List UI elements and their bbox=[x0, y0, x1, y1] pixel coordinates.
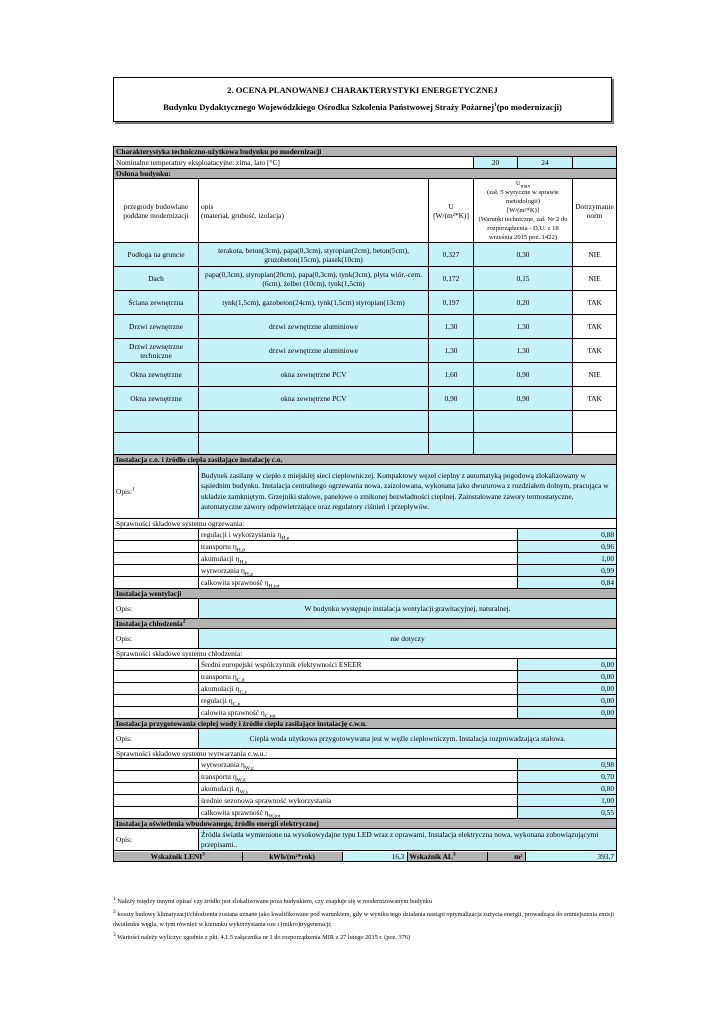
heating-eff-row: transportu $\eta_{H,d}$ 0,96 bbox=[114, 541, 617, 553]
temp-winter: 20 bbox=[474, 157, 518, 169]
envelope-row: Ściana zewnętrzna tynk(1,5cm), gazobeton(24cm), tynk(1,5cm) styropian(13cm) 0,197 0,20 TAK bbox=[114, 291, 617, 315]
temp-label: Nominalne temperatury eksploatacyjne: zima, lato [°C] bbox=[114, 157, 474, 169]
heating-eff-row: całkowita sprawność $\eta_{H,tot}$ 0,84 bbox=[114, 577, 617, 589]
ventilation-opis-label: Opis: bbox=[114, 599, 199, 619]
envelope-row: Drzwi zewnętrzne techniczne drzwi zewnętrzne aluminiowe 1,30 1,30 TAK bbox=[114, 339, 617, 363]
leni-label: Wskaźnik LENI$^3$ bbox=[114, 852, 242, 861]
envelope-header: Osłona budynku: bbox=[114, 169, 617, 179]
hot-water-opis-label: Opis: bbox=[114, 729, 199, 749]
lighting-description: Źródła światła wymienione na wysokowydajne typu LED wraz z oprawami. Instalacja elektryczna nowa, wykonana zobowiązującymi przepisami.. bbox=[199, 829, 617, 851]
footnote: $^1$ Należy między innymi opisać czy źródło jest zlokalizowane poza budynkiem, czy znajduje się w modernizowanym budynku bbox=[113, 895, 433, 905]
envelope-row: Podłoga na gruncie terakota, beton(3cm), papa(0,3cm), styropian(2cm), beton(5cm), gruzobeton(15cm), piasek(10cm) 0,327 0,30 NIE bbox=[114, 243, 617, 267]
envelope-row-empty bbox=[114, 433, 617, 455]
report-title-box bbox=[113, 77, 612, 122]
col-u: U [W/(m²*K)] bbox=[429, 179, 474, 243]
col-desc: opis (materiał, grubość, izolacja) bbox=[199, 179, 429, 243]
report-title: 2. OCENA PLANOWANEJ CHARAKTERYSTYKI ENERGETYCZNEJ bbox=[227, 85, 498, 95]
cooling-opis-label: Opis: bbox=[114, 629, 199, 649]
col-umax: $U_{max}$ (zał. 5 wytyczne w sprawie metodologii) [W/(m²*K)] (Warunki techniczne, zał. Nr 2 do rozporządzenia - D.U. z 18 września 2015 poz. 1422) bbox=[474, 179, 573, 243]
cooling-header: Instalacja chłodzenia$^2$ bbox=[114, 619, 617, 629]
envelope-row-empty bbox=[114, 411, 617, 433]
cooling-eff-header: Sprawności składowe systemu chłodzenia: bbox=[114, 649, 617, 659]
ventilation-header: Instalacja wentylacji bbox=[114, 589, 617, 599]
heating-opis-label: Opis:$^1$ bbox=[114, 465, 199, 519]
hot-water-description: Ciepła woda użytkowa przygotowywana jest w węźle ciepłowniczym. Instalacja rozprowadzająca stalowa. bbox=[199, 729, 617, 749]
heating-eff-row: regulacji i wykorzystania $\eta_{H,e}$ 0,88 bbox=[114, 529, 617, 541]
heating-eff-row: wytworzania $\eta_{H,g}$ 0,99 bbox=[114, 565, 617, 577]
lighting-indicators-row bbox=[114, 851, 617, 862]
cooling-eff-row: regulacji $\eta_{C,e}$ 0,00 bbox=[114, 695, 617, 707]
hot-water-eff-row: całkowita sprawność $\eta_{W,tot}$ 0,55 bbox=[114, 807, 617, 819]
temp-summer: 24 bbox=[518, 157, 573, 169]
envelope-row: Dach papa(0,3cm), styropian(20cm), papa(0,3cm), tynk(3cm), płyta wiór.-cem.(6cm), żelbet (10cm), tynk(1,5cm) 0,172 0,15 NIE bbox=[114, 267, 617, 291]
hot-water-eff-row: wytworzania $\eta_{W,g}$ 0,98 bbox=[114, 759, 617, 771]
energy-characteristics-table bbox=[113, 146, 617, 862]
cooling-eff-row: całowita sprawność $\eta_{C,tot}$ 0,00 bbox=[114, 707, 617, 719]
al-label: Wskaźnik $AL^3$ bbox=[407, 852, 487, 861]
envelope-row: Drzwi zewnętrzne drzwi zewnętrzne aluminiowe 1,30 1,30 TAK bbox=[114, 315, 617, 339]
hot-water-eff-row: transportu $\eta_{W,d}$ 0,70 bbox=[114, 771, 617, 783]
envelope-row: Okna zewnętrzne okna zewnętrzne PCV 0,90 0,90 TAK bbox=[114, 387, 617, 411]
leni-unit: kWh/(m²*rok) bbox=[242, 852, 342, 861]
al-value: 393,7 bbox=[525, 852, 616, 861]
lighting-header: Instalacja oświetlenia wbudowanego, źródło energii elektrycznej bbox=[114, 819, 617, 829]
cooling-eff-row: akumulacji $\eta_{C,s}$ 0,00 bbox=[114, 683, 617, 695]
heating-description: Budynek zasilany w ciepło z miejskiej sieci ciepłowniczej. Kompaktowy węzeł cieplny z automatyką pogodową zlokalizowany w sąsiednim budynku. Instalacja centralnego ogrzewania nowa, zaizolowana, wykonana jako dwururowa z rozdziałem dolnym, pracująca w układzie zamkniętym. Grzejniki stalowe, panelowe o zmikonej bezwładności cieplnej. Zainstalowane zawory termostatyczne, automatyczne zawory odpowietrzające oraz regulatory ciśnień i przepływów. bbox=[199, 465, 617, 519]
heating-eff-row: akumulacji $\eta_{H,s}$ 1,00 bbox=[114, 553, 617, 565]
col-meets: Dotrzymanie norm bbox=[573, 179, 617, 243]
char-header: Charakterystyka techniczno-użytkowa budynku po modernizacji bbox=[114, 147, 617, 157]
lighting-opis-label: Opis: bbox=[114, 829, 199, 851]
ventilation-description: W budynku występuje instalacja wentylacji grawitacyjnej, naturalnej. bbox=[199, 599, 617, 619]
cooling-eff-row: transportu $\eta_{C,d}$ 0,00 bbox=[114, 671, 617, 683]
hot-water-eff-header: Sprawności składowe systemu wytwarzania c.w.u.: bbox=[114, 749, 617, 759]
hot-water-eff-row: średnie sezonowa sprawność wykorzystania 1,00 bbox=[114, 795, 617, 807]
col-partitions: przegrody budowlane poddane modernizacji bbox=[114, 179, 199, 243]
footnote: $^2$ koszty budowy klimatyzacji/chłodzenia zostana uznane jako kwalifikowane pod warunkiem, gdy w wyniku tego działania nastąpi optymalizacja zużycia energii, prowadząca do zmniejszenia emisji dwutlenku węgla, w tym również w kierunku wykorzystania oze i (mikro)trygeneracji; bbox=[113, 908, 614, 928]
footnote: $^3$ Wartości należy wyliczyc zgodnie z pkt. 4.1.5 załącznika nr 1 do rozporządzenia MIR z 27 lutego 2015 r. (poz. 376) bbox=[113, 931, 411, 941]
hot-water-header: Instalacja przygotowania ciepłej wody i źródło ciepła zasilające instalację c.w.u. bbox=[114, 719, 617, 729]
heating-header: Instalacja c.o. i źródło ciepła zasilające instalację c.o. bbox=[114, 455, 617, 465]
leni-value: 16,3 bbox=[342, 852, 407, 861]
envelope-row: Okna zewnętrzne okna zewnętrzne PCV 1,60 0,90 NIE bbox=[114, 363, 617, 387]
heating-eff-header: Sprawności składowe systemu ogrzewania: bbox=[114, 519, 617, 529]
cooling-description: nie dotyczy bbox=[199, 629, 617, 649]
al-unit: m² bbox=[487, 852, 525, 861]
cooling-eff-row: Średni europejski współczynnik efektywności ESEER 0,00 bbox=[114, 659, 617, 671]
footnotes bbox=[113, 897, 618, 945]
hot-water-eff-row: akumulacji $\eta_{W,s}$ 0,80 bbox=[114, 783, 617, 795]
report-subtitle: Budynku Dydaktycznego Wojewódzkiego Ośrodka Szkolenia Państwowej Straży Pożarnej$^1$(po modernizacji) bbox=[163, 102, 562, 112]
